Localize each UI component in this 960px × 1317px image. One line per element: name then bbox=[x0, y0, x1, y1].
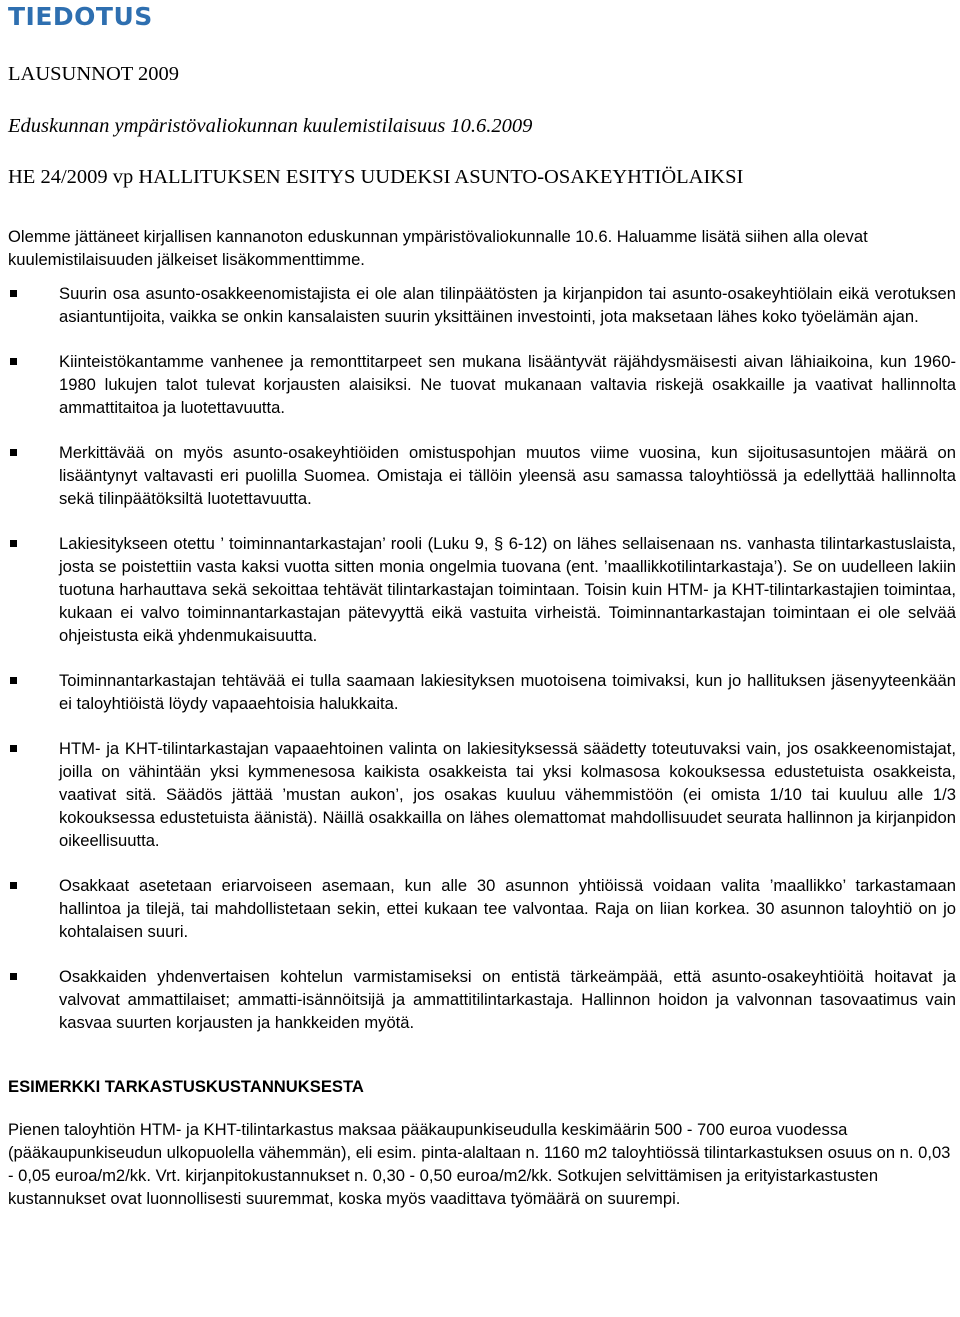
list-item bbox=[8, 737, 956, 852]
list-item-text: Toiminnantarkastajan tehtävää ei tulla saamaan lakiesityksen muotoisena toimivaksi, kun jo hallituksen jäsenyyteenkään ei taloyhtiöistä löydy vapaaehtoisia halukkaita. bbox=[59, 671, 956, 713]
list-item bbox=[8, 282, 956, 328]
square-bullet-icon bbox=[10, 677, 17, 684]
list-item-text: Osakkaat asetetaan eriarvoiseen asemaan, kun alle 30 asunnon yhtiöissä voidaan valita ’maallikko’ tarkastamaan hallintoa ja tilejä, tai mahdollistetaan sekin, ettei kukaan tee valvontaa. Raja on liian korkea. 30 asunnon taloyhtiö on jo kohtalaisen suuri. bbox=[59, 876, 956, 941]
list-item bbox=[8, 532, 956, 647]
list-item-text: Merkittävää on myös asunto-osakeyhtiöiden omistuspohjan muutos viime vuosina, kun sijoitusasuntojen määrä on lisääntynyt valtavasti eri puolilla Suomea. Omistaja ei tällöin yleensä asu samassa taloyhtiössä ja edellyttää hallinnolta sekä tilinpäätöksiltä luotettavuutta. bbox=[59, 443, 956, 508]
square-bullet-icon bbox=[10, 358, 17, 365]
list-item bbox=[8, 441, 956, 510]
square-bullet-icon bbox=[10, 973, 17, 980]
document-page bbox=[8, 0, 956, 1210]
intro-paragraph: Olemme jättäneet kirjallisen kannanoton eduskunnan ympäristövaliokunnalle 10.6. Haluamme lisätä siihen alla olevat kuulemistilaisuuden jälkeiset lisäkommenttimme. bbox=[8, 227, 868, 269]
list-item-text: Lakiesitykseen otettu ’ toiminnantarkastajan’ rooli (Luku 9, § 6-12) on lähes sellaisenaan ns. vanhasta tilintarkastuslaista, josta se poistettiin vasta kaksi vuotta sitten monia ongelmia tuovana (ent. ’maallikkotilintarkastaja’). Se on uudelleen lakiin tuotuna harhauttava sekä sekoittaa tehtävät tilintarkastajan toimintaan. Toisin kuin HTM- ja KHT-tilintarkastajien toimintaa, kukaan ei valvo toiminnantarkastajan pätevyyttä eikä vastuita virheistä. Toiminnantarkastajan toimintaan ei ole selvää ohjeistusta eikä yhdenmukaisuutta. bbox=[59, 534, 956, 645]
square-bullet-icon bbox=[10, 745, 17, 752]
list-item bbox=[8, 669, 956, 715]
list-item-text: HTM- ja KHT-tilintarkastajan vapaaehtoinen valinta on lakiesityksessä säädetty toteutuvaksi vain, jos osakkeenomistajat, joilla on vähintään yksi kymmenesosa kaikista osakkeista tai yksi kolmasosa kokouksessa edustetuista osakkeista, vaativat sitä. Säädös jättää ’mustan aukon’, jos osakas kuuluu vähemmistöön (ei omista 1/10 tai kuuluu alle 1/3 kokouksessa edustetuista äänistä). Näillä osakkailla on lähes olemattomat mahdollisuudet seurata hallinnon ja kirjanpidon oikeellisuutta. bbox=[59, 739, 956, 850]
square-bullet-icon bbox=[10, 449, 17, 456]
list-item-text: Osakkaiden yhdenvertaisen kohtelun varmistamiseksi on entistä tärkeämpää, että asunto-osakeyhtiöitä hoitavat ja valvovat ammattilaiset; ammatti-isännöitsijä ja ammattitilintarkastaja. Hallinnon hoidon ja valvonnan tasovaatimus vain kasvaa suurten korjausten ja hankkeiden myötä. bbox=[59, 967, 956, 1032]
bill-title: HE 24/2009 vp HALLITUKSEN ESITYS UUDEKSI ASUNTO-OSAKEYHTIÖLAIKSI bbox=[8, 166, 744, 188]
document-header-title: TIEDOTUS bbox=[8, 2, 153, 31]
list-item bbox=[8, 350, 956, 419]
square-bullet-icon bbox=[10, 290, 17, 297]
list-item bbox=[8, 874, 956, 943]
list-item-text: Kiinteistökantamme vanhenee ja remonttitarpeet sen mukana lisääntyvät räjähdysmäisesti aivan lähiaikoina, kun 1960-1980 lukujen talot tulevat korjausten alaisiksi. Ne tuovat mukanaan valtavia riskejä osakkaille ja vaativat hallinnolta ammattitaitoa ja luotettavuutta. bbox=[59, 352, 956, 417]
hearing-subtitle: Eduskunnan ympäristövaliokunnan kuulemistilaisuus 10.6.2009 bbox=[8, 115, 533, 137]
list-item bbox=[8, 965, 956, 1034]
list-item-text: Suurin osa asunto-osakkeenomistajista ei ole alan tilinpäätösten ja kirjanpidon tai asunto-osakeyhtiölain eikä verotuksen asiantuntijoita, vaikka se onkin kansalaisten suurin yksittäinen investointi, jota maksetaan lähes koko työelämän ajan. bbox=[59, 284, 956, 326]
example-heading: ESIMERKKI TARKASTUSKUSTANNUKSESTA bbox=[8, 1077, 364, 1096]
square-bullet-icon bbox=[10, 540, 17, 547]
square-bullet-icon bbox=[10, 882, 17, 889]
statements-heading: LAUSUNNOT 2009 bbox=[8, 63, 180, 85]
comment-list bbox=[8, 282, 956, 1034]
example-paragraph: Pienen taloyhtiön HTM- ja KHT-tilintarkastus maksaa pääkaupunkiseudulla keskimäärin 500 - 700 euroa vuodessa (pääkaupunkiseudun ulkopuolella vähemmän), eli esim. pinta-alaltaan n. 1160 m2 taloyhtiössä tilintarkastuksen osuus on n. 0,03 - 0,05 euroa/m2/kk. Vrt. kirjanpitokustannukset n. 0,30 - 0,50 euroa/m2/kk. Sotkujen selvittämisen ja erityistarkastusten kustannukset ovat luonnollisesti suuremmat, koska myös vaadittava työmäärä on suurempi. bbox=[8, 1120, 951, 1208]
